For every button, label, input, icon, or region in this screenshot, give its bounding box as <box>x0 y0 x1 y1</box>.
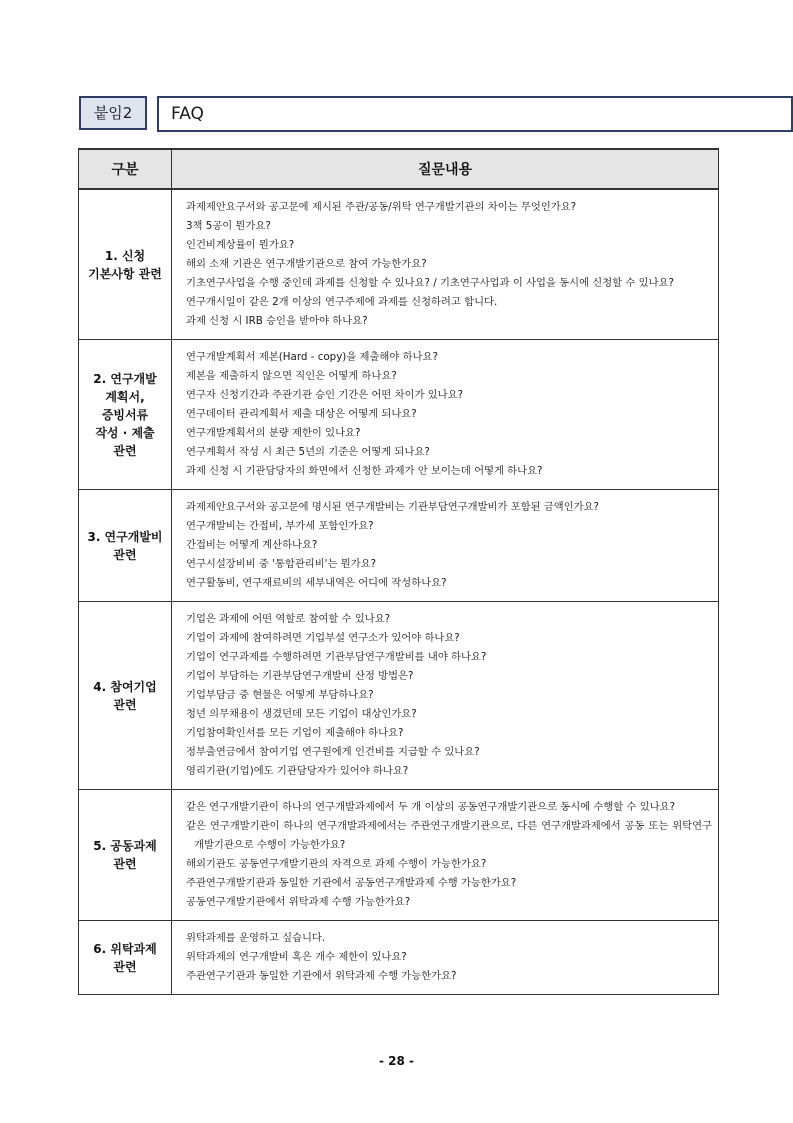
questions-cell <box>172 490 719 602</box>
faq-question: 같은 연구개발기관이 하나의 연구개발과제에서 두 개 이상의 공동연구개발기관으로 동시에 수행할 수 있나요? <box>186 801 676 813</box>
faq-question: 같은 연구개발기관이 하나의 연구개발과제에서는 주관연구개발기관으로, 다른 연구개발과제에서 공동 또는 위탁연구개발기관으로 수행이 가능한가요? <box>186 820 712 851</box>
faq-question: 기업이 연구과제를 수행하려면 기관부담연구개발비를 내야 하나요? <box>186 651 487 663</box>
category-label: 4. 참여기업 <box>93 679 157 694</box>
faq-question: 연구개발비는 간접비, 부가세 포함인가요? <box>186 520 374 532</box>
questions-cell <box>172 921 719 995</box>
faq-section-row <box>79 189 719 340</box>
category-label: 관련 <box>113 857 137 871</box>
faq-question: 위탁과제의 연구개발비 혹은 개수 제한이 있나요? <box>186 951 407 963</box>
faq-question: 연구시설장비비 중 '통합관리비'는 뭔가요? <box>186 558 377 570</box>
category-label: 관련 <box>113 959 137 974</box>
faq-question: 주관연구기관과 동일한 기관에서 위탁과제 수행 가능한가요? <box>186 970 457 982</box>
faq-question: 기업부담금 중 현물은 어떻게 부담하나요? <box>186 689 374 701</box>
faq-question: 위탁과제를 운영하고 싶습니다. <box>186 932 326 944</box>
appendix-tag: 붙임2 <box>79 96 147 130</box>
page-title: FAQ <box>157 96 793 132</box>
category-label: 작성 · 제출 <box>95 425 155 440</box>
category-label: 관련 <box>113 697 137 712</box>
faq-question: 기업이 부담하는 기관부담연구개발비 산정 방법은? <box>186 670 414 682</box>
questions-cell <box>172 602 719 790</box>
faq-question: 인건비계상률이 뭔가요? <box>186 239 295 251</box>
faq-question: 기초연구사업을 수행 중인데 과제를 신청할 수 있나요? / 기초연구사업과 이 사업을 동시에 신청할 수 있나요? <box>186 277 674 289</box>
faq-question: 연구개발계획서의 분량 제한이 있나요? <box>186 427 361 439</box>
faq-section-row <box>79 340 719 490</box>
faq-section-row <box>79 602 719 790</box>
category-label: 관련 <box>113 443 137 458</box>
faq-question: 연구개발계획서 제본(Hard - copy)을 제출해야 하나요? <box>186 351 438 363</box>
faq-question: 기업참여확인서를 모든 기업이 제출해야 하나요? <box>186 727 404 739</box>
category-label: 2. 연구개발 <box>93 371 157 386</box>
category-cell <box>79 790 172 921</box>
faq-question: 3책 5공이 뭔가요? <box>186 220 271 232</box>
questions-cell <box>172 189 719 340</box>
faq-question: 과제제안요구서와 공고문에 명시된 연구개발비는 기관부담연구개발비가 포함된 금액인가요? <box>186 501 600 513</box>
faq-section-row <box>79 790 719 921</box>
column-header-category: 구분 <box>79 149 172 189</box>
faq-question: 과제제안요구서와 공고문에 제시된 주관/공동/위탁 연구개발기관의 차이는 무엇인가요? <box>186 201 577 213</box>
faq-question: 제본을 제출하지 않으면 직인은 어떻게 하나요? <box>186 370 397 382</box>
category-label: 증빙서류 <box>101 407 149 422</box>
category-label: 3. 연구개발비 <box>87 529 163 544</box>
faq-question: 기업이 과제에 참여하려면 기업부설 연구소가 있어야 하나요? <box>186 632 460 644</box>
category-cell <box>79 921 172 995</box>
category-label: 기본사항 관련 <box>88 266 162 281</box>
faq-question: 주관연구개발기관과 동일한 기관에서 공동연구개발과제 수행 가능한가요? <box>186 877 517 889</box>
faq-question: 정부출연금에서 참여기업 연구원에게 인건비를 지급할 수 있나요? <box>186 746 480 758</box>
table-header-row <box>79 149 719 189</box>
faq-section-row <box>79 921 719 995</box>
category-label: 관련 <box>113 547 137 562</box>
faq-question: 연구활동비, 연구재료비의 세부내역은 어디에 작성하나요? <box>186 577 447 589</box>
faq-question: 연구개시일이 같은 2개 이상의 연구주제에 과제를 신청하려고 합니다. <box>186 296 498 308</box>
faq-section-row <box>79 490 719 602</box>
faq-question: 연구자 신청기간과 주관기관 승인 기간은 어떤 차이가 있나요? <box>186 389 464 401</box>
category-label: 5. 공동과제 <box>93 839 157 853</box>
faq-question: 연구데이터 관리계획서 제출 대상은 어떻게 되나요? <box>186 408 417 420</box>
category-cell <box>79 189 172 340</box>
category-cell <box>79 602 172 790</box>
faq-question: 영리기관(기업)에도 기관담당자가 있어야 하나요? <box>186 765 409 777</box>
questions-cell <box>172 340 719 490</box>
questions-cell <box>172 790 719 921</box>
column-header-questions: 질문내용 <box>172 149 719 189</box>
category-label: 6. 위탁과제 <box>93 941 157 956</box>
faq-question: 과제 신청 시 기관담당자의 화면에서 신청한 과제가 안 보이는데 어떻게 하나요? <box>186 465 543 477</box>
faq-table <box>78 148 719 995</box>
page-number: - 28 - <box>378 1054 414 1068</box>
category-cell <box>79 340 172 490</box>
faq-question: 공동연구개발기관에서 위탁과제 수행 가능한가요? <box>186 896 411 908</box>
faq-question: 연구계획서 작성 시 최근 5년의 기준은 어떻게 되나요? <box>186 446 430 458</box>
faq-question: 과제 신청 시 IRB 승인을 받아야 하나요? <box>186 315 368 327</box>
category-label: 1. 신청 <box>104 248 146 263</box>
faq-question: 해외 소재 기관은 연구개발기관으로 참여 가능한가요? <box>186 258 427 270</box>
category-label: 계획서, <box>105 389 145 404</box>
faq-question: 간접비는 어떻게 계산하나요? <box>186 539 318 551</box>
faq-question: 청년 의무채용이 생겼던데 모든 기업이 대상인가요? <box>186 708 417 720</box>
category-cell <box>79 490 172 602</box>
faq-table-body <box>79 189 719 995</box>
faq-question: 기업은 과제에 어떤 역할로 참여할 수 있나요? <box>186 613 391 625</box>
faq-question: 해외기관도 공동연구개발기관의 자격으로 과제 수행이 가능한가요? <box>186 858 487 870</box>
